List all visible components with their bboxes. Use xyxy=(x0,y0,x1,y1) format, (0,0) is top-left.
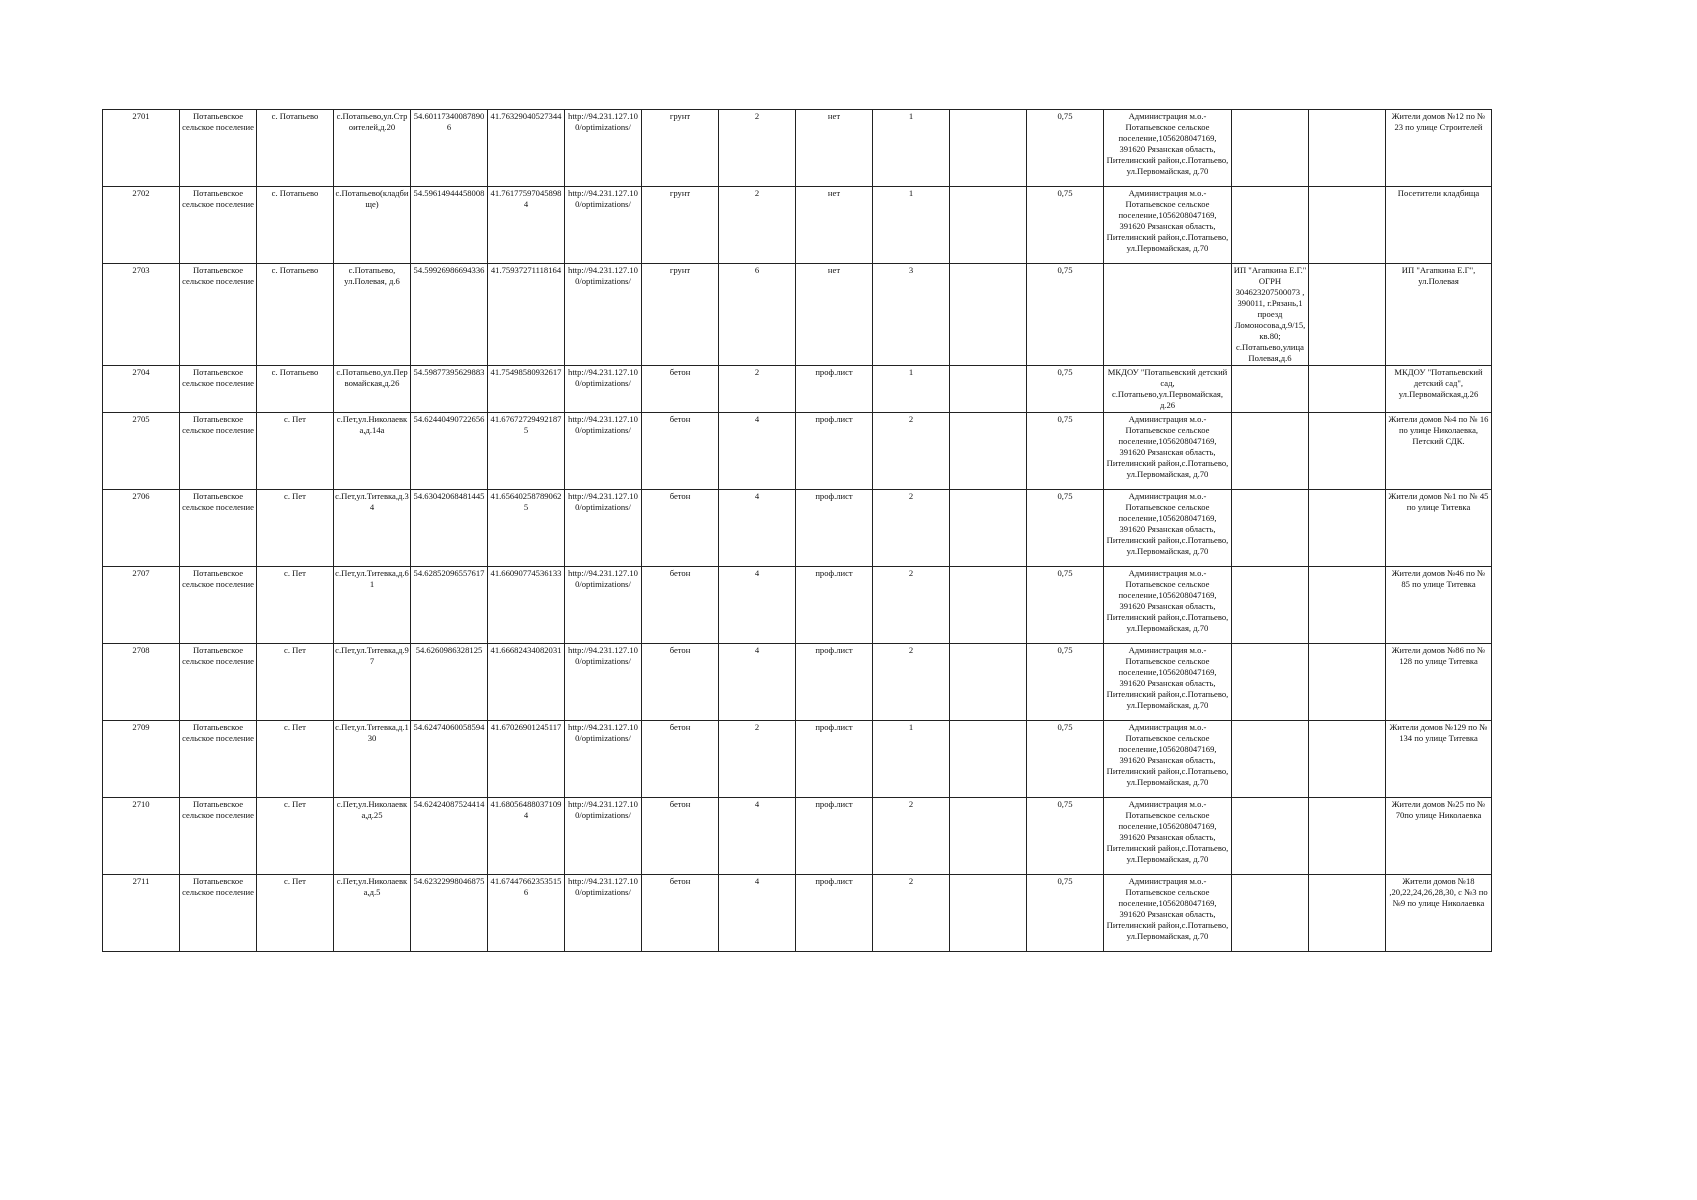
area-cell: 4 xyxy=(719,413,796,490)
other-owner-cell: ИП "Агапкина Е.Г." ОГРН 304623207500073 , 390011, г.Рязань,1 проезд Ломоносова,д.9/15,кв.80; с.Потапьево,улица Полевая,д.6 xyxy=(1232,264,1309,366)
empty-cell xyxy=(1309,264,1386,366)
volume-cell: 0,75 xyxy=(1027,721,1104,798)
row-number: 2701 xyxy=(103,110,180,187)
fence-cell: проф.лист xyxy=(796,721,873,798)
village-cell: с. Потапьево xyxy=(257,187,334,264)
volume-cell: 0,75 xyxy=(1027,644,1104,721)
surface-cell: бетон xyxy=(642,413,719,490)
served-sources-cell: Жители домов №1 по № 45 по улице Титевка xyxy=(1386,490,1492,567)
map-link-cell: http://94.231.127.100/optimizations/ xyxy=(565,264,642,366)
map-link-cell: http://94.231.127.100/optimizations/ xyxy=(565,490,642,567)
volume-cell: 0,75 xyxy=(1027,366,1104,413)
area-cell: 2 xyxy=(719,366,796,413)
village-cell: с. Потапьево xyxy=(257,110,334,187)
row-number: 2710 xyxy=(103,798,180,875)
map-link-cell: http://94.231.127.100/optimizations/ xyxy=(565,110,642,187)
latitude-cell: 54.62852096557617 xyxy=(411,567,488,644)
village-cell: с. Пет xyxy=(257,875,334,952)
container-count-cell: 1 xyxy=(873,187,950,264)
empty-cell xyxy=(950,264,1027,366)
map-link-cell: http://94.231.127.100/optimizations/ xyxy=(565,366,642,413)
row-number: 2705 xyxy=(103,413,180,490)
empty-cell xyxy=(1309,187,1386,264)
surface-cell: бетон xyxy=(642,875,719,952)
address-cell: с.Потапьево,ул.Строителей,д.20 xyxy=(334,110,411,187)
empty-cell xyxy=(950,798,1027,875)
empty-cell xyxy=(1309,413,1386,490)
volume-cell: 0,75 xyxy=(1027,413,1104,490)
table-row xyxy=(103,875,1492,952)
volume-cell: 0,75 xyxy=(1027,490,1104,567)
container-count-cell: 2 xyxy=(873,413,950,490)
address-cell: с.Пет,ул.Николаевка,д.5 xyxy=(334,875,411,952)
served-sources-cell: МКДОУ "Потапьевский детский сад", ул.Первомайская,д.26 xyxy=(1386,366,1492,413)
owner-cell: Администрация м.о.-Потапьевское сельское поселение,1056208047169, 391620 Рязанская область, Пителинский район,с.Потапьево, ул.Первомайская, д.70 xyxy=(1104,110,1232,187)
other-owner-cell xyxy=(1232,644,1309,721)
served-sources-cell: ИП "Агапкина Е.Г", ул.Полевая xyxy=(1386,264,1492,366)
waste-sites-table xyxy=(102,109,1492,952)
empty-cell xyxy=(1309,366,1386,413)
fence-cell: проф.лист xyxy=(796,413,873,490)
other-owner-cell xyxy=(1232,875,1309,952)
container-count-cell: 3 xyxy=(873,264,950,366)
longitude-cell: 41.66090774536133 xyxy=(488,567,565,644)
latitude-cell: 54.601173400878906 xyxy=(411,110,488,187)
settlement-cell: Потапьевское сельское поселение xyxy=(180,187,257,264)
surface-cell: бетон xyxy=(642,798,719,875)
latitude-cell: 54.59926986694336 xyxy=(411,264,488,366)
volume-cell: 0,75 xyxy=(1027,567,1104,644)
row-number: 2707 xyxy=(103,567,180,644)
longitude-cell: 41.656402587890625 xyxy=(488,490,565,567)
served-sources-cell: Жители домов №25 по № 70по улице Николаевка xyxy=(1386,798,1492,875)
longitude-cell: 41.680564880371094 xyxy=(488,798,565,875)
empty-cell xyxy=(950,567,1027,644)
longitude-cell: 41.674476623535156 xyxy=(488,875,565,952)
container-count-cell: 2 xyxy=(873,567,950,644)
surface-cell: бетон xyxy=(642,490,719,567)
table-row xyxy=(103,413,1492,490)
empty-cell xyxy=(950,366,1027,413)
empty-cell xyxy=(950,644,1027,721)
owner-cell: Администрация м.о.-Потапьевское сельское поселение,1056208047169, 391620 Рязанская область, Пителинский район,с.Потапьево, ул.Первомайская, д.70 xyxy=(1104,875,1232,952)
owner-cell: Администрация м.о.-Потапьевское сельское поселение,1056208047169, 391620 Рязанская область, Пителинский район,с.Потапьево, ул.Первомайская, д.70 xyxy=(1104,490,1232,567)
village-cell: с. Потапьево xyxy=(257,366,334,413)
empty-cell xyxy=(950,875,1027,952)
served-sources-cell: Посетители кладбища xyxy=(1386,187,1492,264)
empty-cell xyxy=(1309,567,1386,644)
area-cell: 4 xyxy=(719,644,796,721)
longitude-cell: 41.75937271118164 xyxy=(488,264,565,366)
owner-cell: Администрация м.о.-Потапьевское сельское поселение,1056208047169, 391620 Рязанская область, Пителинский район,с.Потапьево, ул.Первомайская, д.70 xyxy=(1104,413,1232,490)
surface-cell: грунт xyxy=(642,187,719,264)
empty-cell xyxy=(950,490,1027,567)
latitude-cell: 54.6260986328125 xyxy=(411,644,488,721)
area-cell: 4 xyxy=(719,567,796,644)
table-row xyxy=(103,264,1492,366)
fence-cell: проф.лист xyxy=(796,490,873,567)
owner-cell: Администрация м.о.-Потапьевское сельское поселение,1056208047169, 391620 Рязанская область, Пителинский район,с.Потапьево, ул.Первомайская, д.70 xyxy=(1104,187,1232,264)
row-number: 2703 xyxy=(103,264,180,366)
latitude-cell: 54.62474060058594 xyxy=(411,721,488,798)
latitude-cell: 54.59877395629883 xyxy=(411,366,488,413)
owner-cell: Администрация м.о.-Потапьевское сельское поселение,1056208047169, 391620 Рязанская область, Пителинский район,с.Потапьево, ул.Первомайская, д.70 xyxy=(1104,721,1232,798)
table-row xyxy=(103,721,1492,798)
container-count-cell: 2 xyxy=(873,798,950,875)
area-cell: 4 xyxy=(719,875,796,952)
other-owner-cell xyxy=(1232,798,1309,875)
map-link-cell: http://94.231.127.100/optimizations/ xyxy=(565,644,642,721)
row-number: 2706 xyxy=(103,490,180,567)
served-sources-cell: Жители домов №46 по № 85 по улице Титевка xyxy=(1386,567,1492,644)
area-cell: 6 xyxy=(719,264,796,366)
table-row xyxy=(103,490,1492,567)
container-count-cell: 2 xyxy=(873,490,950,567)
settlement-cell: Потапьевское сельское поселение xyxy=(180,721,257,798)
surface-cell: бетон xyxy=(642,644,719,721)
container-count-cell: 1 xyxy=(873,366,950,413)
longitude-cell: 41.67026901245117 xyxy=(488,721,565,798)
empty-cell xyxy=(1309,490,1386,567)
longitude-cell: 41.676727294921875 xyxy=(488,413,565,490)
other-owner-cell xyxy=(1232,110,1309,187)
container-count-cell: 2 xyxy=(873,644,950,721)
settlement-cell: Потапьевское сельское поселение xyxy=(180,366,257,413)
map-link-cell: http://94.231.127.100/optimizations/ xyxy=(565,875,642,952)
address-cell: с.Потапьево(кладбище) xyxy=(334,187,411,264)
fence-cell: проф.лист xyxy=(796,875,873,952)
map-link-cell: http://94.231.127.100/optimizations/ xyxy=(565,798,642,875)
longitude-cell: 41.75498580932617 xyxy=(488,366,565,413)
served-sources-cell: Жители домов №129 по № 134 по улице Титевка xyxy=(1386,721,1492,798)
latitude-cell: 54.63042068481445 xyxy=(411,490,488,567)
row-number: 2708 xyxy=(103,644,180,721)
address-cell: с.Пет,ул.Титевка,д.97 xyxy=(334,644,411,721)
settlement-cell: Потапьевское сельское поселение xyxy=(180,567,257,644)
fence-cell: проф.лист xyxy=(796,567,873,644)
volume-cell: 0,75 xyxy=(1027,110,1104,187)
container-count-cell: 1 xyxy=(873,721,950,798)
longitude-cell: 41.76329040527344 xyxy=(488,110,565,187)
row-number: 2711 xyxy=(103,875,180,952)
other-owner-cell xyxy=(1232,567,1309,644)
area-cell: 4 xyxy=(719,798,796,875)
surface-cell: бетон xyxy=(642,366,719,413)
empty-cell xyxy=(950,110,1027,187)
empty-cell xyxy=(1309,721,1386,798)
village-cell: с. Пет xyxy=(257,567,334,644)
village-cell: с. Пет xyxy=(257,721,334,798)
fence-cell: проф.лист xyxy=(796,798,873,875)
village-cell: с. Потапьево xyxy=(257,264,334,366)
fence-cell: проф.лист xyxy=(796,644,873,721)
container-count-cell: 2 xyxy=(873,875,950,952)
longitude-cell: 41.761775970458984 xyxy=(488,187,565,264)
served-sources-cell: Жители домов №12 по № 23 по улице Строителей xyxy=(1386,110,1492,187)
empty-cell xyxy=(950,187,1027,264)
settlement-cell: Потапьевское сельское поселение xyxy=(180,644,257,721)
row-number: 2702 xyxy=(103,187,180,264)
volume-cell: 0,75 xyxy=(1027,264,1104,366)
table-row xyxy=(103,644,1492,721)
owner-cell: МКДОУ "Потапьевский детский сад, с.Потапьево,ул.Первомайская, д.26 xyxy=(1104,366,1232,413)
container-count-cell: 1 xyxy=(873,110,950,187)
longitude-cell: 41.66682434082031 xyxy=(488,644,565,721)
settlement-cell: Потапьевское сельское поселение xyxy=(180,413,257,490)
address-cell: с.Пет,ул.Титевка,д.34 xyxy=(334,490,411,567)
served-sources-cell: Жители домов №4 по № 16 по улице Николаевка, Петский СДК. xyxy=(1386,413,1492,490)
owner-cell: Администрация м.о.-Потапьевское сельское поселение,1056208047169, 391620 Рязанская область, Пителинский район,с.Потапьево, ул.Первомайская, д.70 xyxy=(1104,798,1232,875)
address-cell: с.Пет,ул.Николаевка,д.14а xyxy=(334,413,411,490)
other-owner-cell xyxy=(1232,366,1309,413)
village-cell: с. Пет xyxy=(257,490,334,567)
other-owner-cell xyxy=(1232,413,1309,490)
volume-cell: 0,75 xyxy=(1027,187,1104,264)
address-cell: с.Пет,ул.Титевка,д.61 xyxy=(334,567,411,644)
surface-cell: грунт xyxy=(642,264,719,366)
latitude-cell: 54.62424087524414 xyxy=(411,798,488,875)
latitude-cell: 54.62440490722656 xyxy=(411,413,488,490)
surface-cell: грунт xyxy=(642,110,719,187)
village-cell: с. Пет xyxy=(257,413,334,490)
settlement-cell: Потапьевское сельское поселение xyxy=(180,798,257,875)
owner-cell: Администрация м.о.-Потапьевское сельское поселение,1056208047169, 391620 Рязанская область, Пителинский район,с.Потапьево, ул.Первомайская, д.70 xyxy=(1104,644,1232,721)
table-row xyxy=(103,110,1492,187)
area-cell: 2 xyxy=(719,110,796,187)
address-cell: с.Потапьево, ул.Полевая, д.6 xyxy=(334,264,411,366)
table-row xyxy=(103,366,1492,413)
empty-cell xyxy=(950,721,1027,798)
settlement-cell: Потапьевское сельское поселение xyxy=(180,264,257,366)
area-cell: 4 xyxy=(719,490,796,567)
owner-cell xyxy=(1104,264,1232,366)
row-number: 2709 xyxy=(103,721,180,798)
empty-cell xyxy=(1309,875,1386,952)
served-sources-cell: Жители домов №18 ,20,22,24,26,28,30, с №3 по №9 по улице Николаевка xyxy=(1386,875,1492,952)
address-cell: с.Пет,ул.Николаевка,д.25 xyxy=(334,798,411,875)
volume-cell: 0,75 xyxy=(1027,798,1104,875)
other-owner-cell xyxy=(1232,721,1309,798)
map-link-cell: http://94.231.127.100/optimizations/ xyxy=(565,413,642,490)
owner-cell: Администрация м.о.-Потапьевское сельское поселение,1056208047169, 391620 Рязанская область, Пителинский район,с.Потапьево, ул.Первомайская, д.70 xyxy=(1104,567,1232,644)
address-cell: с.Пет,ул.Титевка,д.130 xyxy=(334,721,411,798)
surface-cell: бетон xyxy=(642,567,719,644)
empty-cell xyxy=(1309,798,1386,875)
latitude-cell: 54.59614944458008 xyxy=(411,187,488,264)
empty-cell xyxy=(950,413,1027,490)
area-cell: 2 xyxy=(719,721,796,798)
other-owner-cell xyxy=(1232,187,1309,264)
table-row xyxy=(103,187,1492,264)
row-number: 2704 xyxy=(103,366,180,413)
fence-cell: нет xyxy=(796,110,873,187)
map-link-cell: http://94.231.127.100/optimizations/ xyxy=(565,567,642,644)
map-link-cell: http://94.231.127.100/optimizations/ xyxy=(565,721,642,798)
fence-cell: нет xyxy=(796,187,873,264)
village-cell: с. Пет xyxy=(257,644,334,721)
table-row xyxy=(103,798,1492,875)
surface-cell: бетон xyxy=(642,721,719,798)
served-sources-cell: Жители домов №86 по № 128 по улице Титевка xyxy=(1386,644,1492,721)
map-link-cell: http://94.231.127.100/optimizations/ xyxy=(565,187,642,264)
latitude-cell: 54.62322998046875 xyxy=(411,875,488,952)
settlement-cell: Потапьевское сельское поселение xyxy=(180,490,257,567)
fence-cell: проф.лист xyxy=(796,366,873,413)
area-cell: 2 xyxy=(719,187,796,264)
village-cell: с. Пет xyxy=(257,798,334,875)
empty-cell xyxy=(1309,110,1386,187)
fence-cell: нет xyxy=(796,264,873,366)
other-owner-cell xyxy=(1232,490,1309,567)
settlement-cell: Потапьевское сельское поселение xyxy=(180,875,257,952)
empty-cell xyxy=(1309,644,1386,721)
table-row xyxy=(103,567,1492,644)
address-cell: с.Потапьево,ул.Первомайская,д.26 xyxy=(334,366,411,413)
volume-cell: 0,75 xyxy=(1027,875,1104,952)
settlement-cell: Потапьевское сельское поселение xyxy=(180,110,257,187)
